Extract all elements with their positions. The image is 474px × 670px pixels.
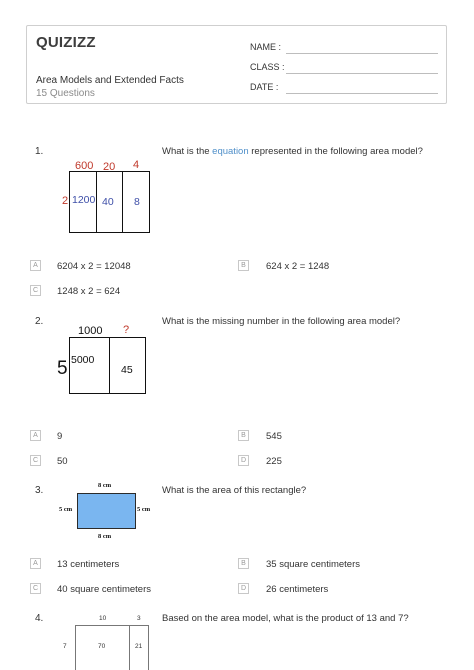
question-number: 1.: [35, 146, 44, 157]
choice-text[interactable]: 225: [266, 456, 282, 467]
model-side-label: 2: [62, 195, 69, 207]
question-text: What is the equation represented in the following area model?: [162, 146, 423, 157]
choice-letter-box[interactable]: C: [30, 285, 41, 296]
area-model-value: 5000: [71, 354, 95, 366]
worksheet-title: Area Models and Extended Facts: [36, 75, 184, 86]
choice-text[interactable]: 13 centimeters: [57, 559, 120, 570]
question-count: 15 Questions: [36, 88, 95, 99]
question-number: 4.: [35, 613, 44, 624]
rect-right-label: 5 cm: [137, 506, 151, 513]
name-label: NAME :: [250, 42, 282, 52]
choice-letter-box[interactable]: C: [30, 583, 41, 594]
model-top-label: 4: [133, 159, 140, 171]
rect-left-label: 5 cm: [59, 506, 73, 513]
choice-letter-box[interactable]: A: [30, 260, 41, 271]
date-label: DATE :: [250, 82, 279, 92]
model-top-label: 20: [103, 161, 116, 173]
choice-text[interactable]: 26 centimeters: [266, 584, 329, 595]
area-model-value: 1200: [72, 194, 96, 206]
class-field[interactable]: [286, 73, 438, 74]
quizizz-logo: QUIZIZZ: [36, 34, 96, 51]
area-model-value: 70: [98, 643, 106, 650]
model-top-label: 1000: [78, 325, 103, 337]
choice-text[interactable]: 40 square centimeters: [57, 584, 151, 595]
rect-bottom-label: 8 cm: [98, 533, 112, 540]
choice-letter-box[interactable]: B: [238, 430, 249, 441]
missing-value-label: ?: [123, 324, 130, 336]
question-text: Based on the area model, what is the product of 13 and 7?: [162, 613, 409, 624]
question-text: What is the area of this rectangle?: [162, 485, 307, 496]
area-model-value: 21: [135, 643, 143, 650]
question-number: 3.: [35, 485, 44, 496]
equation-link[interactable]: equation: [212, 146, 249, 157]
class-label: CLASS :: [250, 62, 285, 72]
choice-text[interactable]: 545: [266, 431, 282, 442]
rect-top-label: 8 cm: [98, 482, 112, 489]
model-side-label: 5: [57, 358, 68, 379]
choice-letter-box[interactable]: C: [30, 455, 41, 466]
area-model-value: 8: [134, 196, 140, 208]
question-text: What is the missing number in the following area model?: [162, 316, 401, 327]
choice-text[interactable]: 50: [57, 456, 68, 467]
area-model-value: 40: [102, 196, 114, 208]
choice-text[interactable]: 35 square centimeters: [266, 559, 360, 570]
choice-letter-box[interactable]: B: [238, 260, 249, 271]
choice-letter-box[interactable]: A: [30, 558, 41, 569]
blue-rectangle: [77, 493, 136, 529]
choice-letter-box[interactable]: D: [238, 455, 249, 466]
model-top-label: 3: [137, 615, 141, 622]
choice-text[interactable]: 9: [57, 431, 63, 442]
choice-letter-box[interactable]: D: [238, 583, 249, 594]
model-top-label: 10: [99, 615, 107, 622]
model-top-label: 600: [75, 160, 94, 172]
choice-text[interactable]: 624 x 2 = 1248: [266, 261, 330, 272]
choice-letter-box[interactable]: A: [30, 430, 41, 441]
choice-text[interactable]: 1248 x 2 = 624: [57, 286, 121, 297]
choice-text[interactable]: 6204 x 2 = 12048: [57, 261, 131, 272]
name-field[interactable]: [286, 53, 438, 54]
choice-letter-box[interactable]: B: [238, 558, 249, 569]
question-number: 2.: [35, 316, 44, 327]
model-side-label: 7: [63, 643, 67, 650]
date-field[interactable]: [286, 93, 438, 94]
area-model-value: 45: [121, 364, 133, 376]
